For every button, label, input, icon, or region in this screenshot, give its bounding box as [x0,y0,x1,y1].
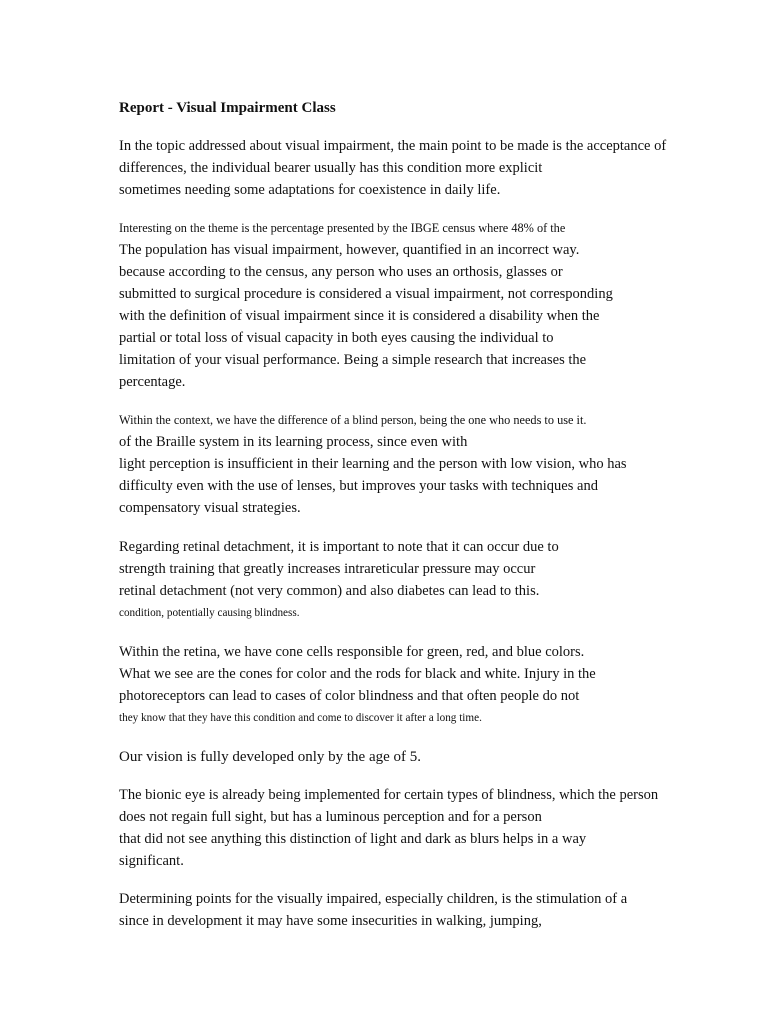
paragraph-line: sometimes needing some adaptations for coexistence in daily life. [119,182,501,198]
paragraph-1 [119,135,739,201]
paragraph-line: The bionic eye is already being implemented for certain types of blindness, which the person [119,787,659,803]
paragraph-2 [119,217,739,393]
paragraph-line: Interesting on the theme is the percentage presented by the IBGE census where 48% of the [119,221,566,235]
paragraph-line: Our vision is fully developed only by the age of 5. [119,749,422,765]
paragraph-line: partial or total loss of visual capacity in both eyes causing the individual to [119,330,554,346]
paragraph-line: Within the retina, we have cone cells responsible for green, red, and blue colors. [119,644,585,660]
paragraph-line: Regarding retinal detachment, it is important to note that it can occur due to [119,539,559,555]
paragraph-line: light perception is insufficient in their learning and the person with low vision, who has [119,456,627,472]
paragraph-line: differences, the individual bearer usually has this condition more explicit [119,160,543,176]
paragraph-7 [119,784,739,872]
paragraph-line: condition, potentially causing blindness. [119,607,300,619]
paragraph-line: since in development it may have some insecurities in walking, jumping, [119,913,542,929]
paragraph-3 [119,409,739,519]
paragraph-line: because according to the census, any person who uses an orthosis, glasses or [119,264,563,280]
paragraph-line: with the definition of visual impairment since it is considered a disability when the [119,308,600,324]
paragraph-line: In the topic addressed about visual impairment, the main point to be made is the acceptance of [119,138,667,154]
paragraph-4 [119,536,739,624]
paragraph-line: that did not see anything this distinction of light and dark as blurs helps in a way [119,831,587,847]
paragraph-line: significant. [119,853,184,869]
paragraph-line: What we see are the cones for color and the rods for black and white. Injury in the [119,666,596,682]
paragraph-line: retinal detachment (not very common) and also diabetes can lead to this. [119,583,540,599]
paragraph-line: photoreceptors can lead to cases of color blindness and that often people do not [119,688,580,704]
paragraph-line: The population has visual impairment, however, quantified in an incorrect way. [119,242,580,258]
paragraph-6 [119,746,739,768]
paragraph-line: limitation of your visual performance. Being a simple research that increases the [119,352,587,368]
paragraph-line: difficulty even with the use of lenses, but improves your tasks with techniques and [119,478,598,494]
paragraph-line: compensatory visual strategies. [119,500,301,516]
paragraph-line: does not regain full sight, but has a luminous perception and for a person [119,809,542,825]
paragraph-line: of the Braille system in its learning process, since even with [119,434,468,450]
paragraph-line: submitted to surgical procedure is considered a visual impairment, not corresponding [119,286,613,302]
paragraph-line: strength training that greatly increases intrareticular pressure may occur [119,561,536,577]
paragraph-line: they know that they have this condition and come to discover it after a long time. [119,712,482,724]
paragraph-line: Determining points for the visually impaired, especially children, is the stimulation of a [119,891,628,907]
paragraph-5 [119,641,739,729]
paragraph-line: percentage. [119,374,186,390]
document-title: Report - Visual Impairment Class [119,100,336,116]
paragraph-8 [119,888,739,932]
paragraph-line: Within the context, we have the difference of a blind person, being the one who needs to use it. [119,413,587,427]
